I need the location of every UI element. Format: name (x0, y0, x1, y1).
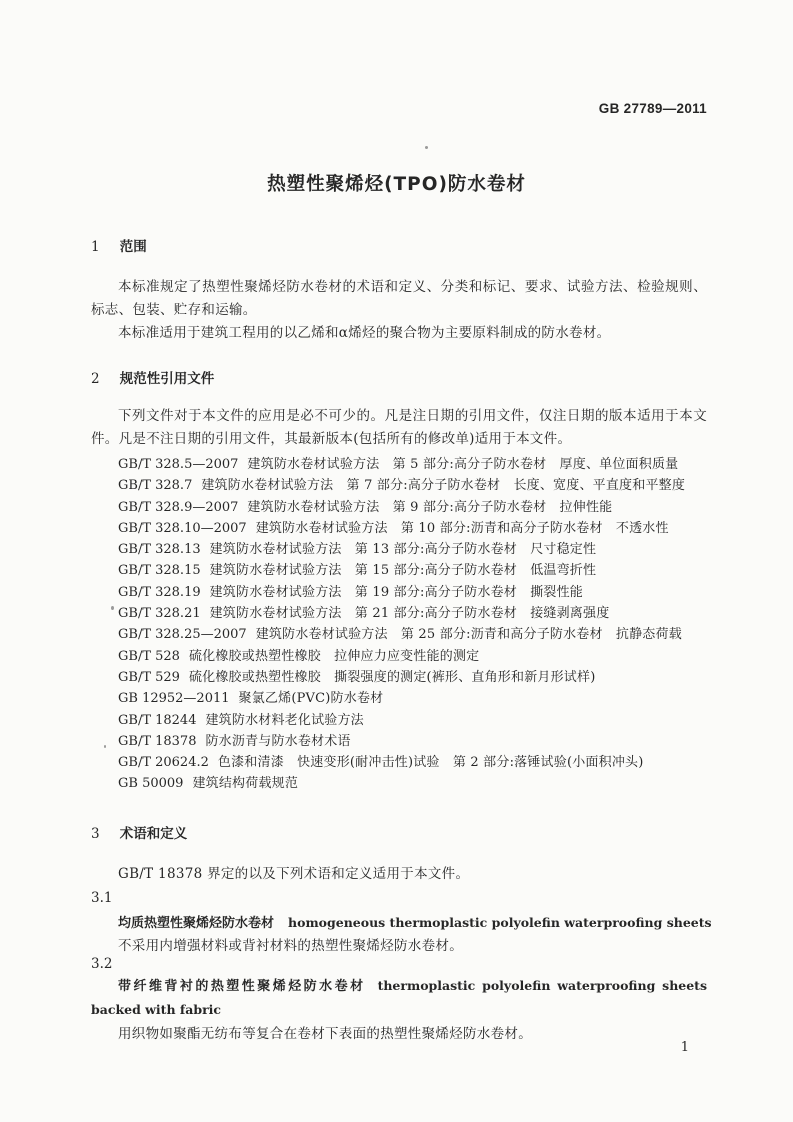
reference-title: 建筑防水卷材试验方法 第 21 部分:高分子防水卷材 接缝剥离强度 (209, 606, 610, 622)
page-number: 1 (680, 1040, 689, 1055)
reference-item (118, 646, 718, 667)
reference-item (118, 539, 718, 560)
section-1-number: 1 (91, 239, 100, 255)
reference-item (118, 667, 718, 688)
term-3-2-definition: 用织物如聚酯无纺布等复合在卷材下表面的热塑性聚烯烃防水卷材。 (118, 1026, 532, 1042)
reference-code: GB/T 328.9—2007 (118, 499, 239, 515)
term-3-2-name-en: thermoplastic polyolefin waterproofing sheets backed with fabric (91, 978, 707, 1017)
reference-item (118, 752, 718, 773)
reference-code: GB/T 328.13 (118, 542, 201, 558)
reference-code: GB/T 328.7 (118, 478, 193, 494)
term-3-2-number: 3.2 (91, 956, 113, 972)
section-3-intro: GB/T 18378 界定的以及下列术语和定义适用于本文件。 (118, 866, 470, 882)
reference-list (118, 454, 718, 795)
term-3-2-name (91, 974, 707, 1022)
term-3-1-number: 3.1 (91, 890, 113, 906)
scan-speck (425, 146, 428, 149)
section-1-paragraph-1: 本标准规定了热塑性聚烯烃防水卷材的术语和定义、分类和标记、要求、试验方法、检验规则、标志、包装、贮存和运输。 (91, 279, 707, 318)
reference-title: 建筑防水卷材试验方法 第 13 部分:高分子防水卷材 尺寸稳定性 (209, 542, 597, 558)
reference-item (118, 475, 718, 496)
scan-speck (104, 745, 106, 748)
reference-title: 建筑防水卷材试验方法 第 7 部分:高分子防水卷材 长度、宽度、平直度和平整度 (201, 478, 686, 494)
section-1-title: 范围 (119, 239, 147, 255)
section-2-intro: 下列文件对于本文件的应用是必不可少的。凡是注日期的引用文件，仅注日期的版本适用于本文件。凡是不注日期的引用文件，其最新版本(包括所有的修改单)适用于本文件。 (91, 408, 707, 447)
term-3-1-name-en: homogeneous thermoplastic polyolefin waterproofing sheets (288, 915, 712, 930)
reference-item (118, 582, 718, 603)
reference-code: GB/T 20624.2 (118, 755, 209, 771)
reference-item (118, 773, 718, 794)
section-2-number: 2 (91, 371, 100, 387)
reference-code: GB/T 328.19 (118, 584, 201, 600)
reference-code: GB 12952—2011 (118, 691, 230, 707)
reference-title: 建筑结构荷载规范 (192, 776, 299, 792)
section-2-title: 规范性引用文件 (119, 371, 215, 387)
reference-code: GB/T 328.15 (118, 563, 201, 579)
reference-title: 建筑防水卷材试验方法 第 19 部分:高分子防水卷材 撕裂性能 (209, 584, 583, 600)
reference-code: GB/T 528 (118, 648, 180, 664)
document-title: 热塑性聚烯烃(TPO)防水卷材 (267, 174, 526, 195)
reference-item (118, 731, 718, 752)
reference-item (118, 688, 718, 709)
section-1-heading (91, 235, 147, 255)
reference-item (118, 710, 718, 731)
term-3-2-name-cn: 带纤维背衬的热塑性聚烯烃防水卷材 (118, 979, 366, 994)
section-3-number: 3 (91, 826, 100, 842)
section-3-title: 术语和定义 (119, 826, 188, 842)
reference-title: 色漆和清漆 快速变形(耐冲击性)试验 第 2 部分:落锤试验(小面积冲头) (217, 755, 644, 771)
reference-title: 建筑防水卷材试验方法 第 10 部分:沥青和高分子防水卷材 不透水性 (255, 520, 669, 536)
reference-item (118, 518, 718, 539)
section-3-heading (91, 822, 187, 842)
reference-title: 硫化橡胶或热塑性橡胶 拉伸应力应变性能的测定 (188, 648, 480, 664)
reference-code: GB/T 328.5—2007 (118, 457, 239, 472)
section-2-heading (91, 367, 214, 387)
standard-code: GB 27789—2011 (598, 101, 707, 116)
section-1-paragraph-2: 本标准适用于建筑工程用的以乙烯和α烯烃的聚合物为主要原料制成的防水卷材。 (118, 325, 611, 341)
reference-item (118, 603, 718, 624)
reference-code: GB 50009 (118, 776, 184, 792)
term-3-1-definition: 不采用内增强材料或背衬材料的热塑性聚烯烃防水卷材。 (118, 938, 463, 954)
term-3-1-name (118, 912, 712, 931)
reference-item (118, 624, 718, 645)
reference-title: 建筑防水材料老化试验方法 (205, 712, 364, 728)
reference-title: 建筑防水卷材试验方法 第 5 部分:高分子防水卷材 厚度、单位面积质量 (247, 457, 679, 472)
scan-speck (111, 606, 114, 610)
reference-code: GB/T 529 (118, 669, 180, 685)
reference-title: 建筑防水卷材试验方法 第 15 部分:高分子防水卷材 低温弯折性 (209, 563, 597, 579)
reference-title: 防水沥青与防水卷材术语 (205, 733, 351, 749)
reference-code: GB/T 328.10—2007 (118, 520, 247, 536)
reference-item (118, 454, 718, 475)
reference-code: GB/T 18378 (118, 733, 197, 749)
reference-code: GB/T 328.25—2007 (118, 627, 247, 643)
reference-code: GB/T 328.21 (118, 606, 201, 622)
reference-title: 硫化橡胶或热塑性橡胶 撕裂强度的测定(裤形、直角形和新月形试样) (188, 669, 596, 685)
reference-title: 建筑防水卷材试验方法 第 9 部分:高分子防水卷材 拉伸性能 (247, 499, 613, 515)
reference-code: GB/T 18244 (118, 712, 197, 728)
term-3-1-name-cn: 均质热塑性聚烯烃防水卷材 (118, 916, 275, 931)
reference-item (118, 497, 718, 518)
reference-title: 聚氯乙烯(PVC)防水卷材 (238, 691, 384, 707)
reference-title: 建筑防水卷材试验方法 第 25 部分:沥青和高分子防水卷材 抗静态荷载 (255, 627, 682, 643)
reference-item (118, 560, 718, 581)
